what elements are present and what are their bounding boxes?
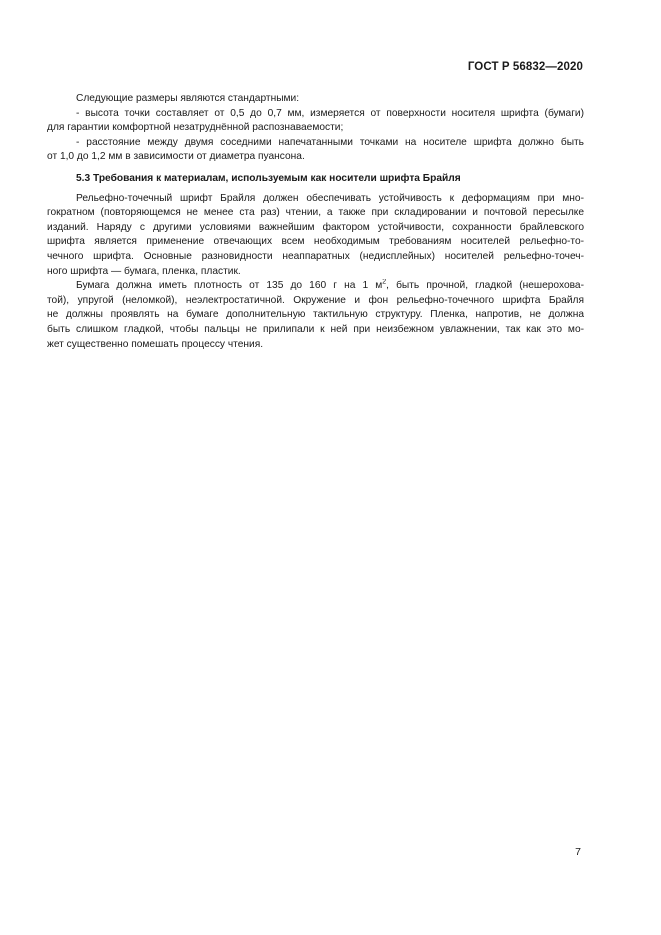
paragraph-line: шрифта является применение отвечающих всем необходимым требованиям носителей рельефно-то- xyxy=(47,236,584,248)
density-text-cont: , быть прочной, гладкой (нешерохова- xyxy=(386,280,584,292)
intro-line: Следующие размеры являются стандартными: xyxy=(76,93,300,104)
paragraph-line: той), упругой (неломкой), неэлектростатичной. Окружение и фон рельефно-точечного шрифта Брайля xyxy=(47,294,584,306)
page-number: 7 xyxy=(575,846,581,858)
standard-code-header: ГОСТ Р 56832—2020 xyxy=(467,61,583,73)
paragraph-line: Рельефно-точечный шрифт Брайля должен обеспечивать устойчивость к деформациям при мно- xyxy=(76,192,584,204)
paragraph-line: быть слишком гладкой, чтобы пальцы не прилипали к ней при неизбежном увлажнении, так как это мо- xyxy=(47,323,584,335)
paragraph-line: гократном (повторяющемся не менее ста раз) чтении, а также при складировании и почтовой пересылке xyxy=(47,207,584,219)
intro-line: для гарантии комфортной незатруднённой распознаваемости; xyxy=(47,122,344,134)
paragraph-line xyxy=(76,279,584,294)
paragraph-line: изданий. Наряду с другими условиями важнейшим фактором устойчивости, сохранности брайлевского xyxy=(47,221,584,233)
intro-list-item: - высота точки составляет от 0,5 до 0,7 мм, измеряется от поверхности носителя шрифта (бумаги) xyxy=(76,107,584,119)
section-paragraph-2 xyxy=(47,279,584,352)
section-heading: 5.3 Требования к материалам, используемым как носители шрифта Брайля xyxy=(76,172,461,184)
intro-list-item: - расстояние между двумя соседними напечатанными точками на носителе шрифта должно быть xyxy=(76,136,584,148)
density-text: Бумага должна иметь плотность от 135 до 160 г на 1 м xyxy=(76,280,383,292)
intro-line: от 1,0 до 1,2 мм в зависимости от диаметра пуансона. xyxy=(47,151,305,163)
paragraph-line: ного шрифта — бумага, пленка, пластик. xyxy=(47,265,241,277)
intro-paragraph xyxy=(47,92,584,165)
paragraph-line: чечного шрифта. Основные разновидности неаппаратных (недисплейных) носителей рельефно-точеч- xyxy=(47,250,584,262)
paragraph-line: не должны проявлять на бумаге дополнительную тактильную структуру. Пленка, напротив, не должна xyxy=(47,309,584,321)
paragraph-line: жет существенно помешать процессу чтения. xyxy=(47,338,264,350)
document-body xyxy=(47,92,584,352)
superscript-exponent: 2 xyxy=(382,279,387,286)
section-paragraph-1 xyxy=(47,192,584,280)
